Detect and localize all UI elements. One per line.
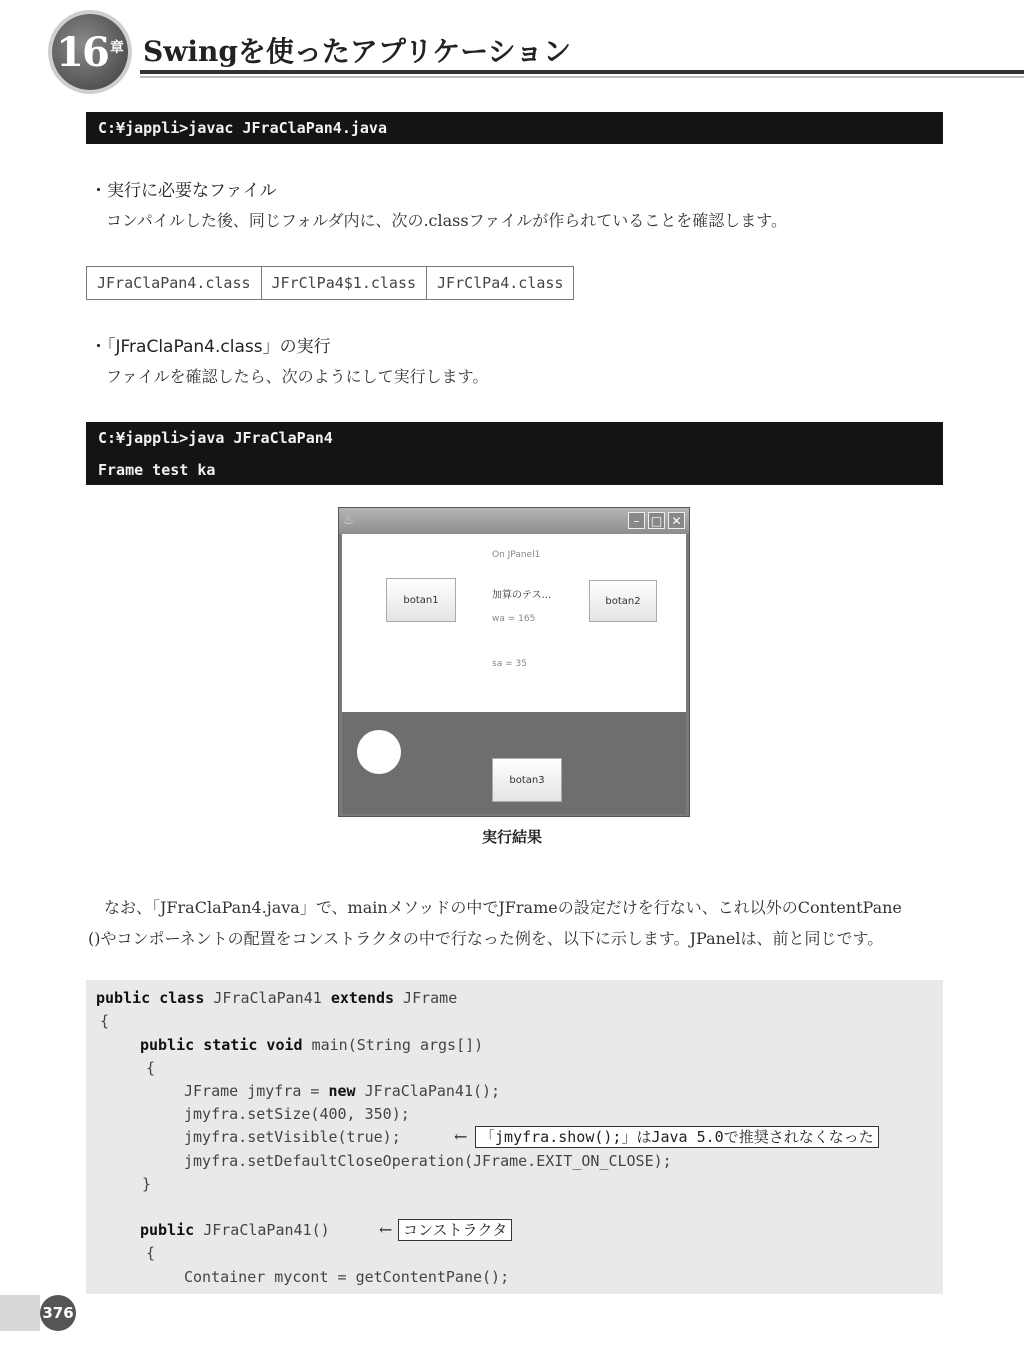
figure-caption: 実行結果 (481, 828, 542, 846)
chapter-title: Swingを使ったアプリケーション (143, 35, 572, 68)
section-heading-files: ・実行に必要なファイル (90, 181, 277, 201)
section-heading-run: ・「JFraClaPan4.class」の実行 (90, 337, 331, 357)
arrow-left-icon: ← (379, 1220, 393, 1239)
app-window-screenshot (338, 507, 690, 817)
chapter-badge (52, 14, 128, 90)
table-row (87, 267, 574, 300)
panel-label: On JPanel1 (492, 550, 541, 560)
botan3-button[interactable]: botan3 (492, 758, 562, 802)
page-side-bar (0, 1295, 40, 1331)
header-rule (140, 70, 1024, 74)
arrow-left-icon: ← (454, 1127, 468, 1146)
class-file-table (86, 266, 574, 300)
code-line-8: jmyfra.setDefaultCloseOperation(JFrame.EXIT_ON_CLOSE); (184, 1152, 672, 1170)
terminal-command: C:¥jappli>java JFraClaPan4 (98, 429, 333, 447)
botan1-button[interactable]: botan1 (386, 578, 456, 622)
botan2-button[interactable]: botan2 (589, 580, 657, 622)
maximize-icon[interactable]: □ (648, 512, 665, 529)
code-line-9: } (142, 1175, 152, 1193)
code-line-1: public class JFraClaPan41 extends JFrame (96, 989, 458, 1007)
java-cup-icon: ♨ (343, 513, 354, 527)
code-line-6: jmyfra.setSize(400, 350); (184, 1105, 410, 1123)
white-circle (357, 730, 401, 774)
code-line-2: { (100, 1012, 110, 1030)
close-icon[interactable]: ✕ (668, 512, 685, 529)
terminal-command: C:¥jappli>javac JFraClaPan4.java (98, 119, 387, 137)
terminal-run (86, 422, 943, 485)
jpanel-bottom (342, 712, 686, 814)
code-line-3: public static void main(String args[]) (140, 1036, 484, 1054)
file-cell: JFraClaPan4.class (87, 267, 262, 300)
minimize-icon[interactable]: – (628, 512, 645, 529)
sa-label: sa = 35 (492, 659, 527, 669)
file-cell: JFrClPa4.class (427, 267, 574, 300)
paragraph-line-1: なお、「JFraClaPan4.java」で、mainメソッドの中でJFrameの設定だけを行ない、これ以外のContentPane (104, 898, 902, 917)
terminal-output: Frame test ka (98, 461, 216, 479)
section-text-run: ファイルを確認したら、次のようにして実行します。 (106, 367, 489, 386)
header-rule-thin (140, 76, 1024, 78)
code-line-12: Container mycont = getContentPane(); (184, 1268, 510, 1286)
code-line-5: JFrame jmyfra = new JFraClaPan41(); (184, 1082, 501, 1100)
jpanel-top (342, 534, 686, 712)
terminal-compile (86, 112, 943, 144)
wa-label: wa = 165 (492, 614, 536, 624)
code-line-4: { (146, 1059, 156, 1077)
code-line-11: { (146, 1244, 156, 1262)
test-label: 加算のテス... (492, 590, 552, 601)
deprecation-note: 「jmyfra.show();」はJava 5.0で推奨されなくなった (475, 1126, 879, 1148)
section-text-files: コンパイルした後、同じフォルダ内に、次の.classファイルが作られていることを確認します。 (106, 211, 787, 230)
code-block (86, 980, 943, 1294)
window-titlebar[interactable] (339, 508, 689, 534)
code-line-10: public JFraClaPan41() (140, 1221, 330, 1239)
page-number: 376 (40, 1295, 76, 1331)
constructor-note: コンストラクタ (398, 1219, 512, 1241)
code-line-7: jmyfra.setVisible(true); (184, 1128, 401, 1146)
file-cell: JFrClPa4$1.class (261, 267, 427, 300)
chapter-number: 16 (56, 28, 108, 76)
paragraph-line-2: ()やコンポーネントの配置をコンストラクタの中で行なった例を、以下に示します。JPanelは、前と同じです。 (88, 929, 884, 948)
chapter-suffix: 章 (109, 40, 124, 56)
